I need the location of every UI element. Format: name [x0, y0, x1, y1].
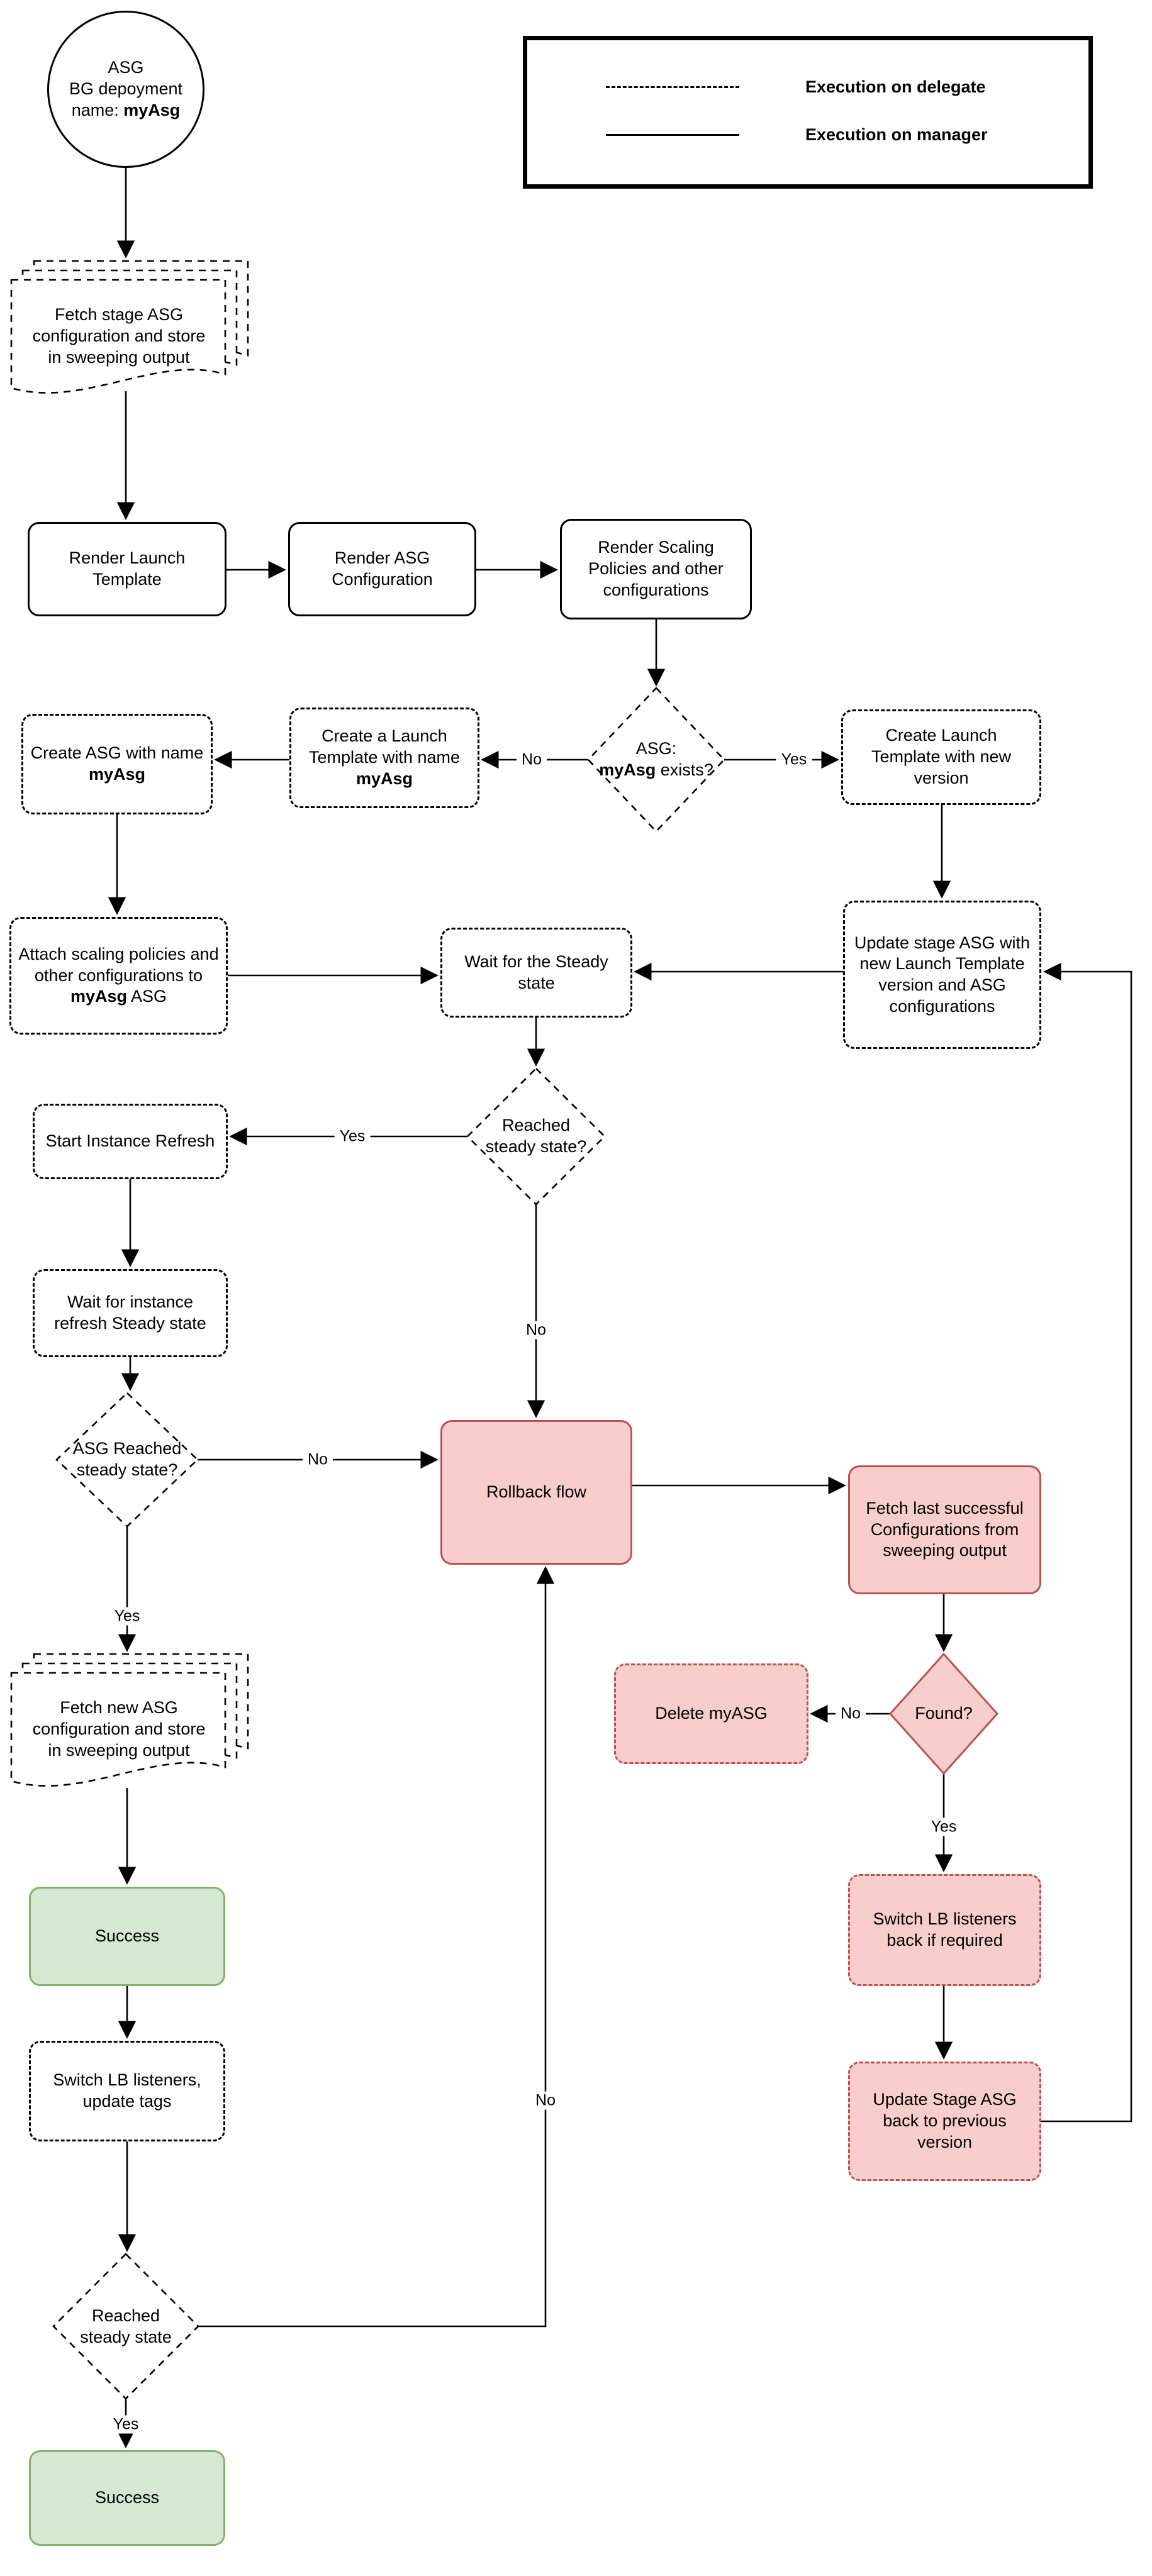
fetch-new-node [18, 1679, 220, 1780]
wait-refresh-label: Wait for instance refresh Steady state [54, 1292, 206, 1333]
edge-update-back-loop-to-update-stage [1041, 972, 1131, 2121]
edge-label-no-asg-exists: No [517, 751, 547, 769]
edge-label-no-found: No [836, 1705, 866, 1723]
fetch-last-label: Fetch last successful Configurations from sweeping output [866, 1498, 1024, 1560]
asg-reached-q-label: ASG Reached steady state? [72, 1439, 182, 1479]
rollback-label: Rollback flow [486, 1482, 587, 1502]
update-back-label: Update Stage ASG back to previous version [873, 2090, 1017, 2151]
attach-policies-node [9, 917, 228, 1035]
render-launch-node [28, 522, 226, 616]
switch-lb-back-label: Switch LB listeners back if required [873, 1909, 1017, 1950]
render-asg-node [288, 522, 476, 616]
wait-steady-node [440, 928, 632, 1018]
found-q-label: Found? [915, 1704, 973, 1723]
start-refresh-label: Start Instance Refresh [45, 1131, 215, 1151]
edge-label-yes-found: Yes [926, 1818, 962, 1836]
start-refresh-node [33, 1104, 228, 1179]
edge-label-no-reached-steady: No [521, 1321, 551, 1340]
switch-lb-node [29, 2041, 225, 2141]
edge-label-no-reached-steady-2: No [530, 2092, 561, 2110]
legend-manager-label: Execution on manager [805, 125, 988, 144]
dashed-line-sample [606, 86, 739, 88]
legend-delegate-label: Execution on delegate [805, 77, 986, 96]
edge-label-no-asg-reached: No [303, 1451, 333, 1469]
success-1-node [29, 1887, 225, 1986]
fetch-last-node [848, 1465, 1041, 1594]
wait-steady-label: Wait for the Steady state [464, 952, 608, 992]
render-asg-label: Render ASG Configuration [332, 548, 433, 589]
switch-lb-back-node [848, 1874, 1041, 1986]
fetch-stage-label: Fetch stage ASG configuration and store in sweeping output [32, 305, 206, 367]
asg-exists-node [587, 719, 725, 800]
success-2-node [29, 2450, 225, 2546]
legend-box [523, 36, 1093, 189]
wait-refresh-node [33, 1269, 228, 1357]
edge-label-yes-reached-steady-2: Yes [108, 2416, 144, 2434]
success-1-label: Success [94, 1926, 160, 1946]
update-back-node [848, 2062, 1041, 2181]
start-line2: BG depoyment [69, 79, 183, 99]
attach-policies-label: Attach scaling policies and other configurations to myAsg ASG [18, 944, 219, 1006]
edge-label-yes-reached-steady: Yes [335, 1128, 371, 1146]
legend-row-delegate [606, 73, 1063, 101]
delete-myasg-label: Delete myASG [655, 1704, 768, 1723]
edge-label-yes-asg-exists: Yes [776, 751, 812, 769]
create-lt-named-node [289, 708, 479, 808]
fetch-new-label: Fetch new ASG configuration and store in sweeping output [32, 1698, 206, 1760]
delete-myasg-node [614, 1663, 808, 1764]
edge-label-yes-asg-reached: Yes [109, 1607, 145, 1626]
fetch-stage-node [18, 286, 220, 387]
start-line1: ASG [108, 58, 144, 77]
create-lt-named-label: Create a Launch Template with name myAsg [308, 726, 461, 788]
reached-steady-q-node [473, 1097, 599, 1175]
create-lt-new-label: Create Launch Template with new version [871, 726, 1012, 787]
update-stage-label: Update stage ASG with new Launch Template version and ASG configurations [854, 933, 1031, 1016]
create-asg-node [21, 714, 213, 814]
render-scaling-node [560, 519, 752, 619]
reached-steady-q-label: Reached steady state? [485, 1116, 587, 1156]
solid-line-sample [606, 134, 739, 136]
reached-steady-2-node [60, 2292, 192, 2362]
start-node [47, 11, 204, 168]
success-2-label: Success [94, 2488, 160, 2507]
reached-steady-2-label: Reached steady state [80, 2306, 172, 2346]
legend-row-manager [606, 121, 1063, 148]
update-stage-node [843, 901, 1041, 1049]
start-line3: name: [71, 100, 124, 119]
asg-exists-label: ASG: myAsg exists? [599, 739, 713, 779]
render-launch-label: Render Launch Template [69, 548, 186, 589]
switch-lb-label: Switch LB listeners, update tags [53, 2070, 201, 2111]
create-asg-label: Create ASG with name myAsg [30, 743, 204, 784]
asg-reached-q-node [58, 1424, 196, 1495]
render-scaling-label: Render Scaling Policies and other configurations [588, 538, 724, 599]
rollback-node [440, 1420, 632, 1565]
create-lt-new-node [841, 709, 1041, 805]
start-asg-name: myAsg [123, 100, 181, 119]
edge-reached-steady-2-no-to-rollback [198, 1568, 545, 2326]
found-q-node [900, 1695, 988, 1733]
